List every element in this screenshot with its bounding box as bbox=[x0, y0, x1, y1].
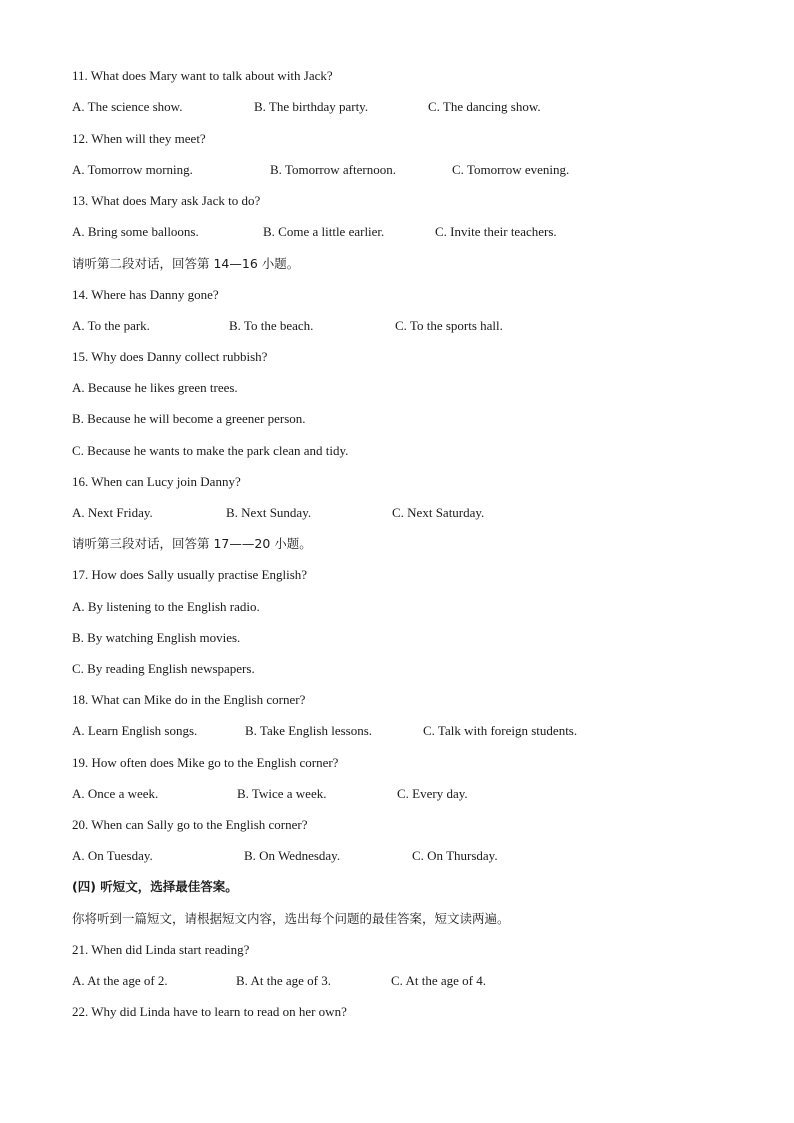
option-14-b: B. To the beach. bbox=[229, 318, 314, 333]
option-21-a: A. At the age of 2. bbox=[72, 973, 168, 988]
option-16-b: B. Next Sunday. bbox=[226, 505, 312, 520]
question-18: 18. What can Mike do in the English corner? bbox=[72, 692, 306, 707]
question-13: 13. What does Mary ask Jack to do? bbox=[72, 193, 261, 208]
section-2-instruction: 请听第二段对话，回答第 14—16 小题。 bbox=[72, 256, 300, 271]
option-11-c: C. The dancing show. bbox=[428, 99, 541, 114]
option-12-a: A. Tomorrow morning. bbox=[72, 162, 193, 177]
option-15-c: C. Because he wants to make the park clean and tidy. bbox=[72, 443, 349, 458]
question-22: 22. Why did Linda have to learn to read on her own? bbox=[72, 1004, 347, 1019]
question-12: 12. When will they meet? bbox=[72, 131, 206, 146]
question-17: 17. How does Sally usually practise English? bbox=[72, 567, 308, 582]
option-21-c: C. At the age of 4. bbox=[391, 973, 486, 988]
option-14-a: A. To the park. bbox=[72, 318, 150, 333]
option-16-c: C. Next Saturday. bbox=[392, 505, 485, 520]
option-15-a: A. Because he likes green trees. bbox=[72, 380, 238, 395]
option-18-c: C. Talk with foreign students. bbox=[423, 723, 578, 738]
option-13-c: C. Invite their teachers. bbox=[435, 224, 557, 239]
option-17-b: B. By watching English movies. bbox=[72, 630, 241, 645]
option-14-c: C. To the sports hall. bbox=[395, 318, 503, 333]
option-20-a: A. On Tuesday. bbox=[72, 848, 153, 863]
question-11: 11. What does Mary want to talk about with Jack? bbox=[72, 68, 333, 83]
option-20-b: B. On Wednesday. bbox=[244, 848, 341, 863]
option-11-b: B. The birthday party. bbox=[254, 99, 369, 114]
question-21: 21. When did Linda start reading? bbox=[72, 942, 250, 957]
option-17-a: A. By listening to the English radio. bbox=[72, 599, 260, 614]
question-14: 14. Where has Danny gone? bbox=[72, 287, 219, 302]
option-18-a: A. Learn English songs. bbox=[72, 723, 198, 738]
option-17-c: C. By reading English newspapers. bbox=[72, 661, 255, 676]
option-20-c: C. On Thursday. bbox=[412, 848, 498, 863]
option-12-c: C. Tomorrow evening. bbox=[452, 162, 570, 177]
option-16-a: A. Next Friday. bbox=[72, 505, 153, 520]
option-21-b: B. At the age of 3. bbox=[236, 973, 331, 988]
option-13-b: B. Come a little earlier. bbox=[263, 224, 385, 239]
section-3-instruction: 请听第三段对话，回答第 17——20 小题。 bbox=[72, 536, 312, 551]
option-15-b: B. Because he will become a greener person. bbox=[72, 411, 306, 426]
option-13-a: A. Bring some balloons. bbox=[72, 224, 199, 239]
option-11-a: A. The science show. bbox=[72, 99, 183, 114]
question-19: 19. How often does Mike go to the English corner? bbox=[72, 755, 339, 770]
option-19-b: B. Twice a week. bbox=[237, 786, 327, 801]
question-15: 15. Why does Danny collect rubbish? bbox=[72, 349, 268, 364]
option-12-b: B. Tomorrow afternoon. bbox=[270, 162, 396, 177]
option-19-c: C. Every day. bbox=[397, 786, 468, 801]
question-20: 20. When can Sally go to the English corner? bbox=[72, 817, 308, 832]
question-16: 16. When can Lucy join Danny? bbox=[72, 474, 241, 489]
part-4-instruction: 你将听到一篇短文，请根据短文内容，选出每个问题的最佳答案，短文读两遍。 bbox=[72, 911, 510, 926]
part-4-title: (四) 听短文，选择最佳答案。 bbox=[72, 879, 238, 894]
option-19-a: A. Once a week. bbox=[72, 786, 159, 801]
option-18-b: B. Take English lessons. bbox=[245, 723, 373, 738]
